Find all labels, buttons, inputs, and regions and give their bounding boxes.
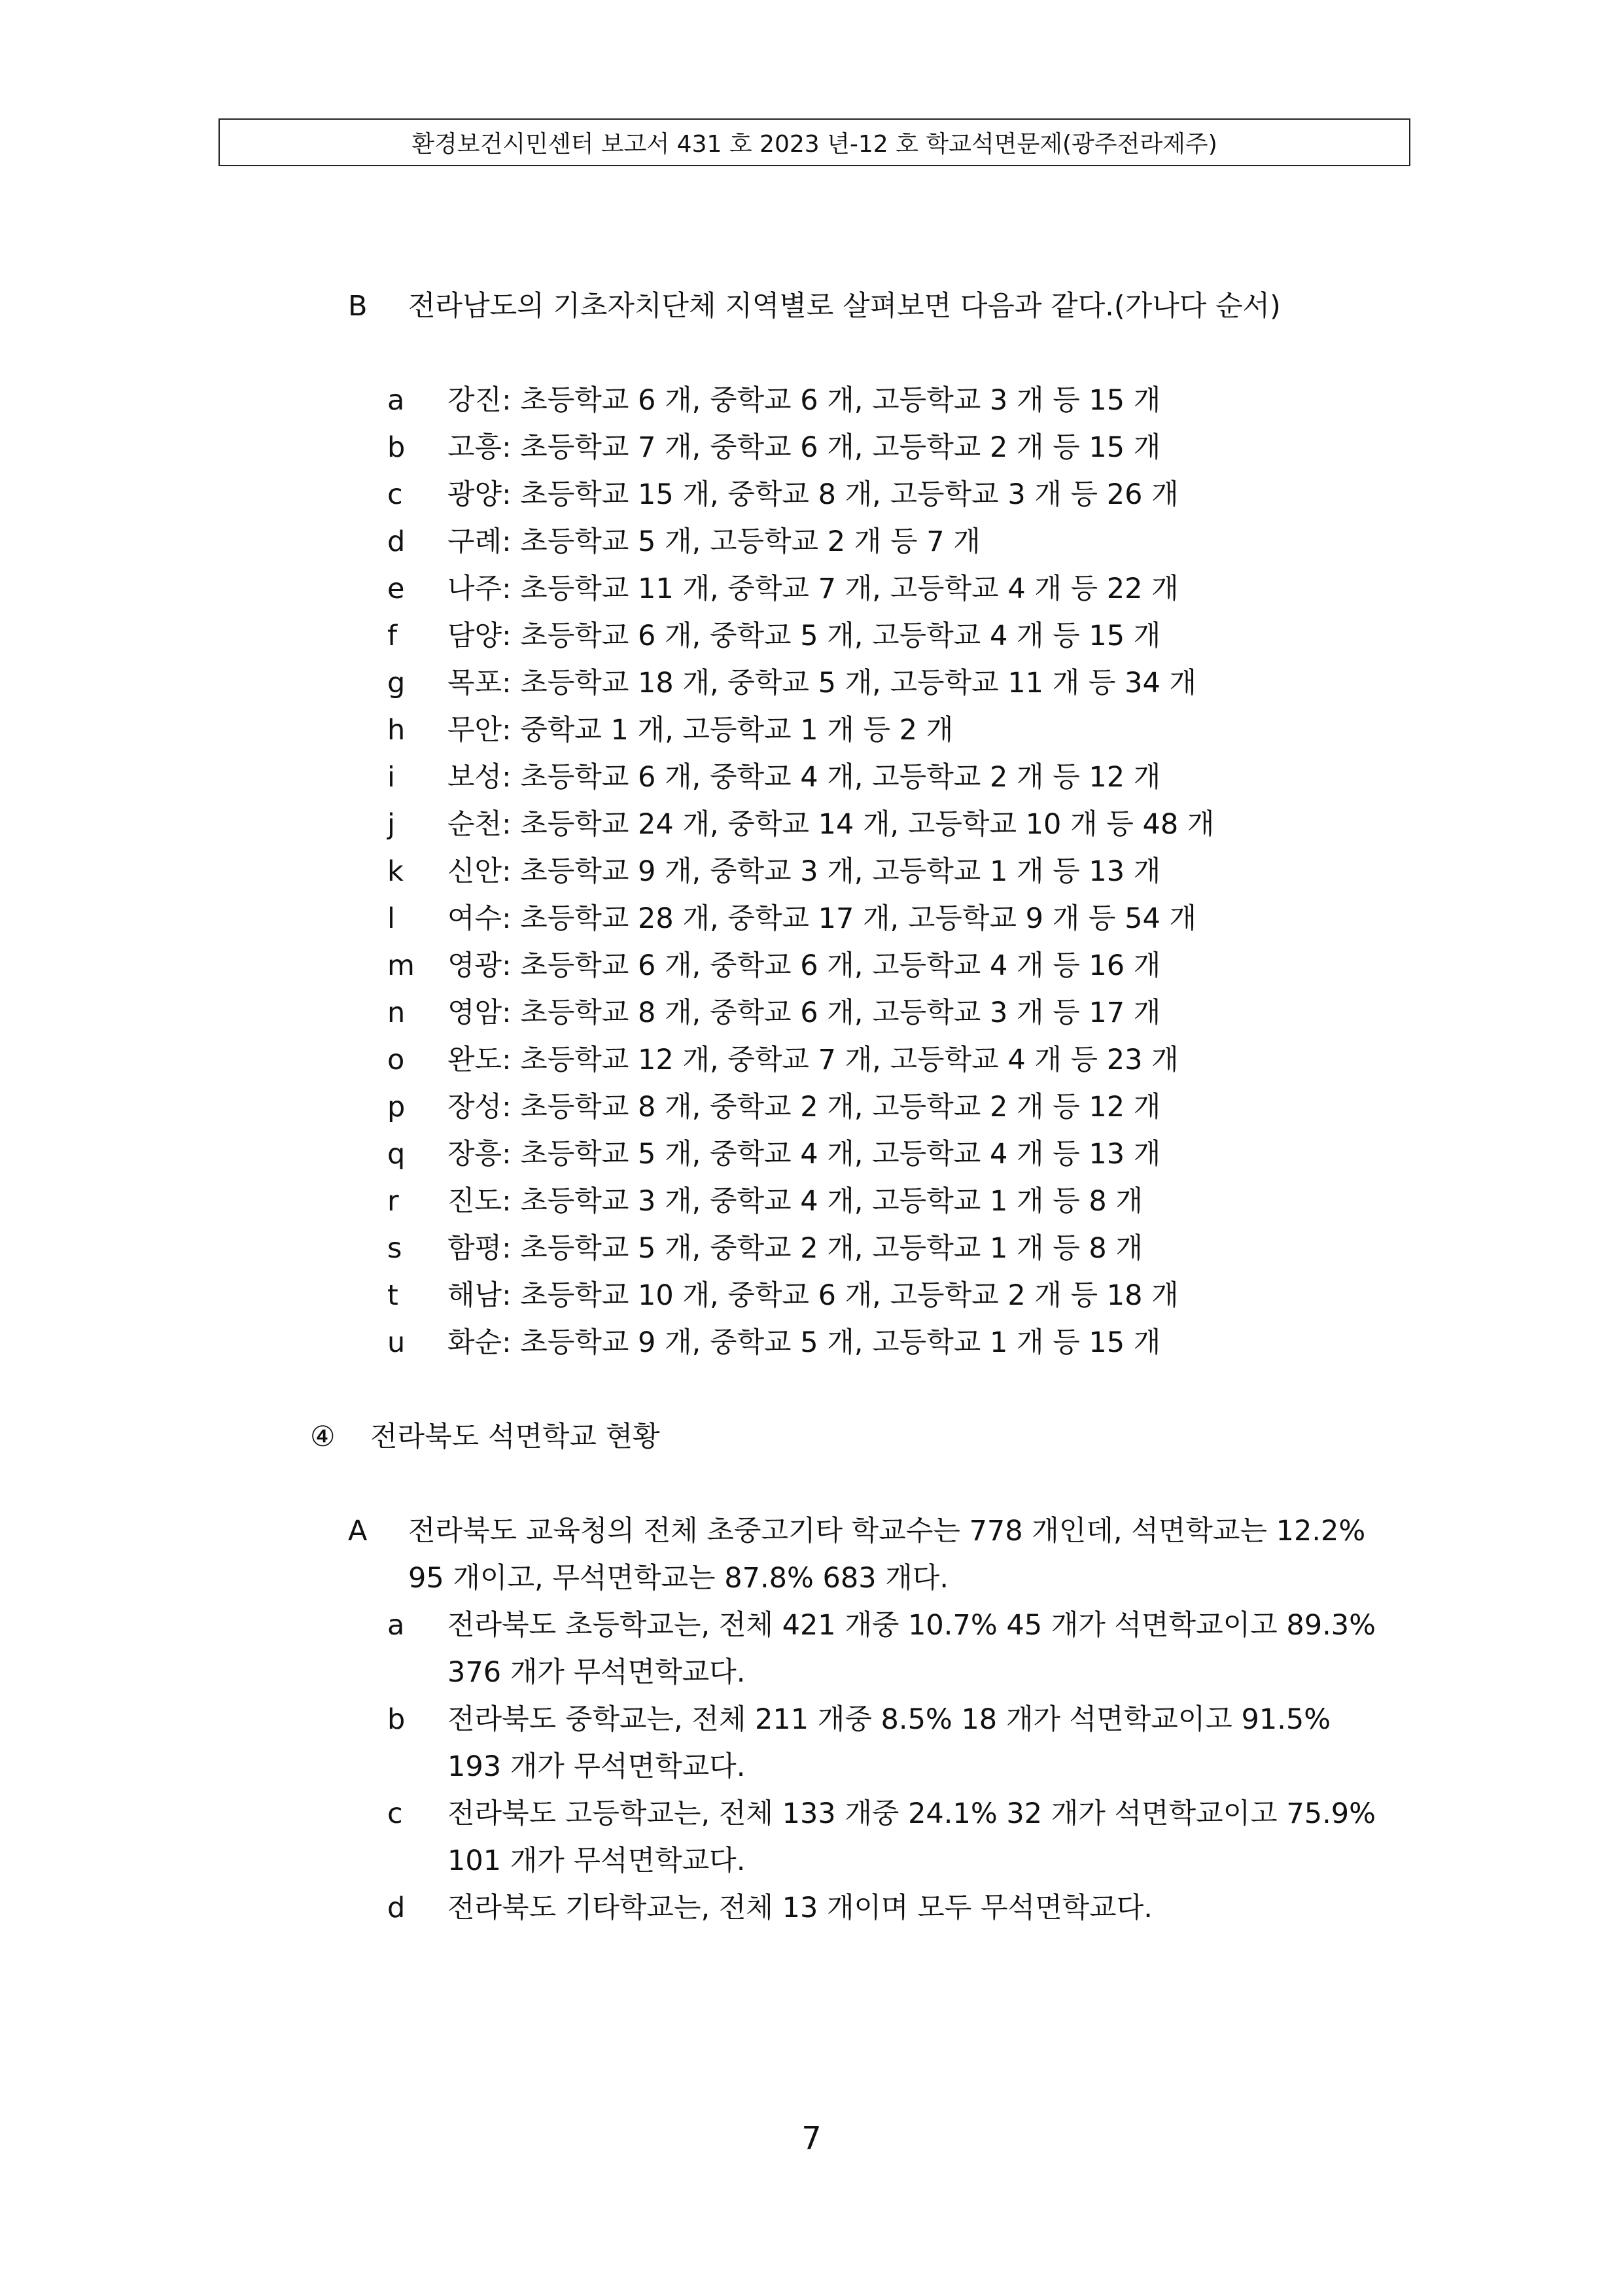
list-item-text: 장성: 초등학교 8 개, 중학교 2 개, 고등학교 2 개 등 12 개 bbox=[447, 1091, 1161, 1123]
list-item-marker: a bbox=[387, 1609, 405, 1642]
list-item-text: 나주: 초등학교 11 개, 중학교 7 개, 고등학교 4 개 등 22 개 bbox=[447, 573, 1179, 605]
list-item-marker: r bbox=[387, 1185, 399, 1218]
list-item-line-2: 101 개가 무석면학교다. bbox=[447, 1845, 746, 1877]
list-item-line-2: 376 개가 무석면학교다. bbox=[447, 1656, 746, 1689]
list-item-text: 고흥: 초등학교 7 개, 중학교 6 개, 고등학교 2 개 등 15 개 bbox=[447, 431, 1161, 464]
list-item-text: 해남: 초등학교 10 개, 중학교 6 개, 고등학교 2 개 등 18 개 bbox=[447, 1279, 1179, 1312]
list-item-line-1: 전라북도 중학교는, 전체 211 개중 8.5% 18 개가 석면학교이고 91.5% bbox=[447, 1703, 1331, 1736]
list-item-marker: u bbox=[387, 1326, 406, 1359]
list-item-text: 무안: 중학교 1 개, 고등학교 1 개 등 2 개 bbox=[447, 714, 954, 747]
list-item-marker: o bbox=[387, 1044, 405, 1076]
list-item-text: 영암: 초등학교 8 개, 중학교 6 개, 고등학교 3 개 등 17 개 bbox=[447, 997, 1161, 1029]
page-number: 7 bbox=[801, 2120, 822, 2157]
list-item-text: 구례: 초등학교 5 개, 고등학교 2 개 등 7 개 bbox=[447, 525, 981, 558]
list-item-text: 진도: 초등학교 3 개, 중학교 4 개, 고등학교 1 개 등 8 개 bbox=[447, 1185, 1143, 1218]
list-item-marker: d bbox=[387, 525, 406, 558]
list-item-marker: h bbox=[387, 714, 406, 747]
list-item-marker: n bbox=[387, 997, 406, 1029]
section-4-title: 전라북도 석면학교 현황 bbox=[370, 1421, 660, 1453]
section-a-line-1: 전라북도 교육청의 전체 초중고기타 학교수는 778 개인데, 석면학교는 12.2% bbox=[408, 1515, 1366, 1547]
list-item-marker: e bbox=[387, 573, 405, 605]
report-header bbox=[218, 118, 1410, 166]
list-item-line-1: 전라북도 고등학교는, 전체 133 개중 24.1% 32 개가 석면학교이고 75.9% bbox=[447, 1797, 1376, 1830]
list-item-marker: q bbox=[387, 1138, 406, 1171]
list-item-text: 여수: 초등학교 28 개, 중학교 17 개, 고등학교 9 개 등 54 개 bbox=[447, 902, 1197, 935]
list-item-marker: s bbox=[387, 1232, 402, 1265]
list-item-text: 광양: 초등학교 15 개, 중학교 8 개, 고등학교 3 개 등 26 개 bbox=[447, 478, 1179, 511]
list-item-text: 순천: 초등학교 24 개, 중학교 14 개, 고등학교 10 개 등 48 개 bbox=[447, 808, 1215, 841]
list-item-marker: b bbox=[387, 1703, 406, 1736]
list-item-marker: t bbox=[387, 1279, 398, 1312]
list-item-text: 보성: 초등학교 6 개, 중학교 4 개, 고등학교 2 개 등 12 개 bbox=[447, 761, 1161, 794]
list-item-marker: l bbox=[387, 902, 395, 935]
list-item-text: 완도: 초등학교 12 개, 중학교 7 개, 고등학교 4 개 등 23 개 bbox=[447, 1044, 1179, 1076]
list-item-text: 영광: 초등학교 6 개, 중학교 6 개, 고등학교 4 개 등 16 개 bbox=[447, 949, 1161, 982]
list-item-text: 장흥: 초등학교 5 개, 중학교 4 개, 고등학교 4 개 등 13 개 bbox=[447, 1138, 1161, 1171]
list-item-marker: c bbox=[387, 478, 403, 511]
list-item-text: 화순: 초등학교 9 개, 중학교 5 개, 고등학교 1 개 등 15 개 bbox=[447, 1326, 1161, 1359]
list-item-marker: b bbox=[387, 431, 406, 464]
list-item-marker: a bbox=[387, 384, 405, 417]
list-item-text: 담양: 초등학교 6 개, 중학교 5 개, 고등학교 4 개 등 15 개 bbox=[447, 620, 1161, 652]
section-4-marker: ④ bbox=[310, 1421, 336, 1453]
list-item-marker: d bbox=[387, 1892, 406, 1924]
list-item-line-1: 전라북도 초등학교는, 전체 421 개중 10.7% 45 개가 석면학교이고 89.3% bbox=[447, 1609, 1376, 1642]
list-item-marker: m bbox=[387, 949, 415, 982]
list-item-line-2: 193 개가 무석면학교다. bbox=[447, 1750, 746, 1783]
list-item-text: 함평: 초등학교 5 개, 중학교 2 개, 고등학교 1 개 등 8 개 bbox=[447, 1232, 1143, 1265]
section-a-marker: A bbox=[348, 1515, 368, 1547]
list-item-marker: p bbox=[387, 1091, 406, 1123]
list-item-text: 강진: 초등학교 6 개, 중학교 6 개, 고등학교 3 개 등 15 개 bbox=[447, 384, 1161, 417]
section-b-marker: B bbox=[348, 290, 368, 323]
list-item-text: 신안: 초등학교 9 개, 중학교 3 개, 고등학교 1 개 등 13 개 bbox=[447, 855, 1161, 888]
list-item-marker: k bbox=[387, 855, 404, 888]
list-item-line-1: 전라북도 기타학교는, 전체 13 개이며 모두 무석면학교다. bbox=[447, 1892, 1153, 1924]
list-item-marker: i bbox=[387, 761, 395, 794]
list-item-marker: c bbox=[387, 1797, 403, 1830]
section-a-line-2: 95 개이고, 무석면학교는 87.8% 683 개다. bbox=[408, 1562, 949, 1595]
report-header-title: 환경보건시민센터 보고서 431 호 2023 년-12 호 학교석면문제(광주전라제주) bbox=[411, 131, 1217, 158]
list-item-text: 목포: 초등학교 18 개, 중학교 5 개, 고등학교 11 개 등 34 개 bbox=[447, 667, 1197, 699]
list-item-marker: j bbox=[387, 808, 395, 841]
list-item-marker: g bbox=[387, 667, 406, 699]
list-item-marker: f bbox=[387, 620, 398, 652]
section-b-heading: 전라남도의 기초자치단체 지역별로 살펴보면 다음과 같다.(가나다 순서) bbox=[408, 290, 1281, 323]
